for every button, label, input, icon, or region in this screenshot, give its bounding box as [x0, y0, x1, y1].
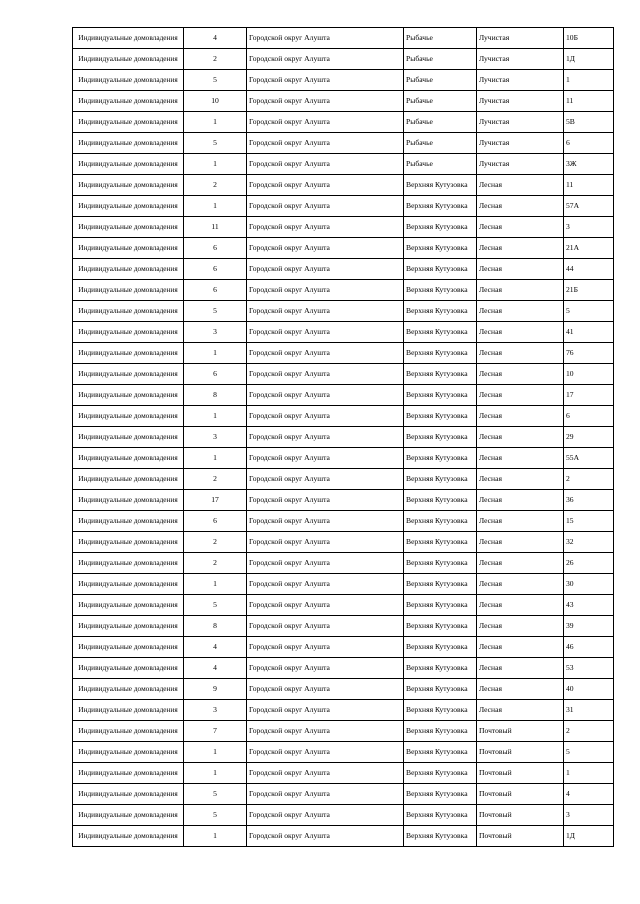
settlement-cell: Верхняя Кутузовка [404, 658, 477, 679]
table-row [73, 511, 614, 532]
settlement-cell: Рыбачье [404, 70, 477, 91]
street-cell: Почтовый [477, 784, 564, 805]
settlement-cell: Верхняя Кутузовка [404, 343, 477, 364]
settlement-cell: Верхняя Кутузовка [404, 490, 477, 511]
house-number-cell: 5В [564, 112, 614, 133]
house-number-cell: 15 [564, 511, 614, 532]
building-type-cell: Индивидуальные домовладения [73, 511, 184, 532]
municipality-cell: Городской округ Алушта [247, 532, 404, 553]
settlement-cell: Рыбачье [404, 28, 477, 49]
settlement-cell: Верхняя Кутузовка [404, 280, 477, 301]
street-cell: Лесная [477, 637, 564, 658]
house-number-cell: 57А [564, 196, 614, 217]
municipality-cell: Городской округ Алушта [247, 784, 404, 805]
house-number-cell: 6 [564, 133, 614, 154]
quantity-cell: 6 [184, 364, 247, 385]
building-type-cell: Индивидуальные домовладения [73, 154, 184, 175]
building-type-cell: Индивидуальные домовладения [73, 574, 184, 595]
settlement-cell: Верхняя Кутузовка [404, 553, 477, 574]
table-row [73, 301, 614, 322]
house-number-cell: 53 [564, 658, 614, 679]
settlement-cell: Верхняя Кутузовка [404, 826, 477, 847]
settlement-cell: Рыбачье [404, 91, 477, 112]
quantity-cell: 1 [184, 343, 247, 364]
municipality-cell: Городской округ Алушта [247, 49, 404, 70]
settlement-cell: Верхняя Кутузовка [404, 385, 477, 406]
house-number-cell: 26 [564, 553, 614, 574]
street-cell: Лучистая [477, 154, 564, 175]
quantity-cell: 1 [184, 763, 247, 784]
street-cell: Лесная [477, 532, 564, 553]
quantity-cell: 6 [184, 238, 247, 259]
street-cell: Почтовый [477, 742, 564, 763]
municipality-cell: Городской округ Алушта [247, 175, 404, 196]
building-type-cell: Индивидуальные домовладения [73, 112, 184, 133]
quantity-cell: 5 [184, 301, 247, 322]
settlement-cell: Верхняя Кутузовка [404, 259, 477, 280]
settlement-cell: Верхняя Кутузовка [404, 238, 477, 259]
settlement-cell: Верхняя Кутузовка [404, 196, 477, 217]
street-cell: Лесная [477, 616, 564, 637]
table-row [73, 91, 614, 112]
house-number-cell: 41 [564, 322, 614, 343]
quantity-cell: 3 [184, 322, 247, 343]
table-row [73, 700, 614, 721]
settlement-cell: Верхняя Кутузовка [404, 532, 477, 553]
house-number-cell: 11 [564, 175, 614, 196]
settlement-cell: Верхняя Кутузовка [404, 679, 477, 700]
street-cell: Лесная [477, 448, 564, 469]
municipality-cell: Городской округ Алушта [247, 343, 404, 364]
street-cell: Лесная [477, 406, 564, 427]
municipality-cell: Городской округ Алушта [247, 469, 404, 490]
building-type-cell: Индивидуальные домовладения [73, 721, 184, 742]
street-cell: Лесная [477, 280, 564, 301]
municipality-cell: Городской округ Алушта [247, 70, 404, 91]
street-cell: Лесная [477, 343, 564, 364]
building-type-cell: Индивидуальные домовладения [73, 301, 184, 322]
building-type-cell: Индивидуальные домовладения [73, 364, 184, 385]
building-type-cell: Индивидуальные домовладения [73, 196, 184, 217]
table-row [73, 343, 614, 364]
municipality-cell: Городской округ Алушта [247, 742, 404, 763]
house-number-cell: 2 [564, 469, 614, 490]
table-row [73, 154, 614, 175]
street-cell: Лучистая [477, 70, 564, 91]
municipality-cell: Городской округ Алушта [247, 133, 404, 154]
house-number-cell: 40 [564, 679, 614, 700]
house-number-cell: 36 [564, 490, 614, 511]
table-row [73, 406, 614, 427]
house-number-cell: 29 [564, 427, 614, 448]
building-type-cell: Индивидуальные домовладения [73, 490, 184, 511]
settlement-cell: Верхняя Кутузовка [404, 574, 477, 595]
street-cell: Лесная [477, 322, 564, 343]
building-type-cell: Индивидуальные домовладения [73, 322, 184, 343]
house-number-cell: 1Д [564, 826, 614, 847]
house-number-cell: 3 [564, 217, 614, 238]
table-row [73, 805, 614, 826]
table-row [73, 427, 614, 448]
table-row [73, 595, 614, 616]
quantity-cell: 2 [184, 175, 247, 196]
house-number-cell: 43 [564, 595, 614, 616]
building-type-cell: Индивидуальные домовладения [73, 238, 184, 259]
municipality-cell: Городской округ Алушта [247, 196, 404, 217]
settlement-cell: Верхняя Кутузовка [404, 469, 477, 490]
street-cell: Лесная [477, 574, 564, 595]
building-type-cell: Индивидуальные домовладения [73, 616, 184, 637]
settlement-cell: Верхняя Кутузовка [404, 763, 477, 784]
settlement-cell: Верхняя Кутузовка [404, 364, 477, 385]
municipality-cell: Городской округ Алушта [247, 616, 404, 637]
house-number-cell: 30 [564, 574, 614, 595]
municipality-cell: Городской округ Алушта [247, 28, 404, 49]
table-row [73, 679, 614, 700]
quantity-cell: 1 [184, 574, 247, 595]
quantity-cell: 1 [184, 826, 247, 847]
building-type-cell: Индивидуальные домовладения [73, 553, 184, 574]
municipality-cell: Городской округ Алушта [247, 763, 404, 784]
street-cell: Лесная [477, 301, 564, 322]
table-row [73, 784, 614, 805]
settlement-cell: Рыбачье [404, 112, 477, 133]
quantity-cell: 10 [184, 91, 247, 112]
table-row [73, 763, 614, 784]
quantity-cell: 3 [184, 427, 247, 448]
municipality-cell: Городской округ Алушта [247, 553, 404, 574]
settlement-cell: Верхняя Кутузовка [404, 301, 477, 322]
street-cell: Лесная [477, 238, 564, 259]
settlement-cell: Верхняя Кутузовка [404, 175, 477, 196]
building-type-cell: Индивидуальные домовладения [73, 385, 184, 406]
settlement-cell: Рыбачье [404, 154, 477, 175]
house-number-cell: 44 [564, 259, 614, 280]
table-row [73, 322, 614, 343]
table-row [73, 469, 614, 490]
building-type-cell: Индивидуальные домовладения [73, 448, 184, 469]
building-type-cell: Индивидуальные домовладения [73, 469, 184, 490]
house-number-cell: 3Ж [564, 154, 614, 175]
house-number-cell: 1Д [564, 49, 614, 70]
street-cell: Лесная [477, 553, 564, 574]
municipality-cell: Городской округ Алушта [247, 721, 404, 742]
table-row [73, 196, 614, 217]
table-row [73, 574, 614, 595]
house-number-cell: 11 [564, 91, 614, 112]
municipality-cell: Городской округ Алушта [247, 511, 404, 532]
building-type-cell: Индивидуальные домовладения [73, 49, 184, 70]
house-number-cell: 32 [564, 532, 614, 553]
table-row [73, 532, 614, 553]
table-row [73, 553, 614, 574]
table-row [73, 364, 614, 385]
street-cell: Лесная [477, 364, 564, 385]
settlement-cell: Верхняя Кутузовка [404, 721, 477, 742]
building-type-cell: Индивидуальные домовладения [73, 700, 184, 721]
table-row [73, 217, 614, 238]
house-number-cell: 4 [564, 784, 614, 805]
quantity-cell: 5 [184, 70, 247, 91]
street-cell: Лесная [477, 511, 564, 532]
settlement-cell: Рыбачье [404, 49, 477, 70]
quantity-cell: 8 [184, 385, 247, 406]
municipality-cell: Городской округ Алушта [247, 238, 404, 259]
settlement-cell: Верхняя Кутузовка [404, 742, 477, 763]
settlement-cell: Верхняя Кутузовка [404, 322, 477, 343]
quantity-cell: 1 [184, 196, 247, 217]
municipality-cell: Городской округ Алушта [247, 427, 404, 448]
municipality-cell: Городской округ Алушта [247, 658, 404, 679]
street-cell: Почтовый [477, 763, 564, 784]
municipality-cell: Городской округ Алушта [247, 826, 404, 847]
address-table [72, 27, 614, 847]
table-row [73, 826, 614, 847]
settlement-cell: Верхняя Кутузовка [404, 406, 477, 427]
street-cell: Лесная [477, 217, 564, 238]
street-cell: Лучистая [477, 28, 564, 49]
municipality-cell: Городской округ Алушта [247, 154, 404, 175]
settlement-cell: Верхняя Кутузовка [404, 217, 477, 238]
house-number-cell: 17 [564, 385, 614, 406]
quantity-cell: 9 [184, 679, 247, 700]
house-number-cell: 3 [564, 805, 614, 826]
table-row [73, 112, 614, 133]
table-row [73, 637, 614, 658]
building-type-cell: Индивидуальные домовладения [73, 826, 184, 847]
settlement-cell: Верхняя Кутузовка [404, 427, 477, 448]
building-type-cell: Индивидуальные домовладения [73, 70, 184, 91]
building-type-cell: Индивидуальные домовладения [73, 532, 184, 553]
quantity-cell: 1 [184, 154, 247, 175]
house-number-cell: 1 [564, 763, 614, 784]
table-row [73, 742, 614, 763]
quantity-cell: 1 [184, 406, 247, 427]
street-cell: Лучистая [477, 133, 564, 154]
street-cell: Лесная [477, 196, 564, 217]
building-type-cell: Индивидуальные домовладения [73, 91, 184, 112]
quantity-cell: 2 [184, 49, 247, 70]
settlement-cell: Верхняя Кутузовка [404, 637, 477, 658]
street-cell: Лучистая [477, 112, 564, 133]
quantity-cell: 6 [184, 280, 247, 301]
building-type-cell: Индивидуальные домовладения [73, 679, 184, 700]
municipality-cell: Городской округ Алушта [247, 91, 404, 112]
building-type-cell: Индивидуальные домовладения [73, 343, 184, 364]
street-cell: Лесная [477, 259, 564, 280]
municipality-cell: Городской округ Алушта [247, 448, 404, 469]
quantity-cell: 5 [184, 805, 247, 826]
house-number-cell: 76 [564, 343, 614, 364]
municipality-cell: Городской округ Алушта [247, 280, 404, 301]
municipality-cell: Городской округ Алушта [247, 259, 404, 280]
house-number-cell: 5 [564, 301, 614, 322]
municipality-cell: Городской округ Алушта [247, 364, 404, 385]
street-cell: Лесная [477, 469, 564, 490]
building-type-cell: Индивидуальные домовладения [73, 595, 184, 616]
settlement-cell: Рыбачье [404, 133, 477, 154]
building-type-cell: Индивидуальные домовладения [73, 805, 184, 826]
quantity-cell: 4 [184, 637, 247, 658]
quantity-cell: 2 [184, 553, 247, 574]
municipality-cell: Городской округ Алушта [247, 637, 404, 658]
quantity-cell: 8 [184, 616, 247, 637]
table-row [73, 490, 614, 511]
table-row [73, 385, 614, 406]
municipality-cell: Городской округ Алушта [247, 217, 404, 238]
street-cell: Лучистая [477, 91, 564, 112]
municipality-cell: Городской округ Алушта [247, 322, 404, 343]
municipality-cell: Городской округ Алушта [247, 574, 404, 595]
table-row [73, 658, 614, 679]
quantity-cell: 11 [184, 217, 247, 238]
building-type-cell: Индивидуальные домовладения [73, 784, 184, 805]
municipality-cell: Городской округ Алушта [247, 385, 404, 406]
quantity-cell: 17 [184, 490, 247, 511]
table-row [73, 448, 614, 469]
table-row [73, 238, 614, 259]
municipality-cell: Городской округ Алушта [247, 301, 404, 322]
house-number-cell: 55А [564, 448, 614, 469]
table-row [73, 49, 614, 70]
settlement-cell: Верхняя Кутузовка [404, 784, 477, 805]
street-cell: Лесная [477, 490, 564, 511]
settlement-cell: Верхняя Кутузовка [404, 805, 477, 826]
table-row [73, 280, 614, 301]
municipality-cell: Городской округ Алушта [247, 679, 404, 700]
building-type-cell: Индивидуальные домовладения [73, 280, 184, 301]
table-row [73, 28, 614, 49]
settlement-cell: Верхняя Кутузовка [404, 616, 477, 637]
building-type-cell: Индивидуальные домовладения [73, 637, 184, 658]
street-cell: Лесная [477, 679, 564, 700]
address-table-body [73, 28, 614, 847]
house-number-cell: 21Б [564, 280, 614, 301]
settlement-cell: Верхняя Кутузовка [404, 595, 477, 616]
quantity-cell: 2 [184, 532, 247, 553]
municipality-cell: Городской округ Алушта [247, 595, 404, 616]
street-cell: Лесная [477, 385, 564, 406]
municipality-cell: Городской округ Алушта [247, 490, 404, 511]
house-number-cell: 10 [564, 364, 614, 385]
municipality-cell: Городской округ Алушта [247, 406, 404, 427]
street-cell: Лесная [477, 427, 564, 448]
building-type-cell: Индивидуальные домовладения [73, 175, 184, 196]
building-type-cell: Индивидуальные домовладения [73, 763, 184, 784]
quantity-cell: 1 [184, 742, 247, 763]
municipality-cell: Городской округ Алушта [247, 700, 404, 721]
building-type-cell: Индивидуальные домовладения [73, 742, 184, 763]
table-row [73, 70, 614, 91]
table-row [73, 133, 614, 154]
street-cell: Почтовый [477, 826, 564, 847]
quantity-cell: 1 [184, 112, 247, 133]
settlement-cell: Верхняя Кутузовка [404, 511, 477, 532]
street-cell: Лесная [477, 658, 564, 679]
quantity-cell: 4 [184, 658, 247, 679]
table-row [73, 721, 614, 742]
settlement-cell: Верхняя Кутузовка [404, 700, 477, 721]
house-number-cell: 1 [564, 70, 614, 91]
building-type-cell: Индивидуальные домовладения [73, 406, 184, 427]
house-number-cell: 2 [564, 721, 614, 742]
house-number-cell: 5 [564, 742, 614, 763]
building-type-cell: Индивидуальные домовладения [73, 217, 184, 238]
municipality-cell: Городской округ Алушта [247, 112, 404, 133]
street-cell: Лучистая [477, 49, 564, 70]
building-type-cell: Индивидуальные домовладения [73, 28, 184, 49]
house-number-cell: 31 [564, 700, 614, 721]
quantity-cell: 2 [184, 469, 247, 490]
building-type-cell: Индивидуальные домовладения [73, 133, 184, 154]
quantity-cell: 7 [184, 721, 247, 742]
quantity-cell: 6 [184, 259, 247, 280]
municipality-cell: Городской округ Алушта [247, 805, 404, 826]
table-row [73, 259, 614, 280]
street-cell: Лесная [477, 175, 564, 196]
building-type-cell: Индивидуальные домовладения [73, 427, 184, 448]
street-cell: Почтовый [477, 805, 564, 826]
settlement-cell: Верхняя Кутузовка [404, 448, 477, 469]
quantity-cell: 6 [184, 511, 247, 532]
quantity-cell: 3 [184, 700, 247, 721]
quantity-cell: 5 [184, 784, 247, 805]
quantity-cell: 1 [184, 448, 247, 469]
street-cell: Почтовый [477, 721, 564, 742]
table-row [73, 616, 614, 637]
house-number-cell: 6 [564, 406, 614, 427]
house-number-cell: 46 [564, 637, 614, 658]
quantity-cell: 5 [184, 595, 247, 616]
table-row [73, 175, 614, 196]
house-number-cell: 39 [564, 616, 614, 637]
quantity-cell: 4 [184, 28, 247, 49]
street-cell: Лесная [477, 595, 564, 616]
quantity-cell: 5 [184, 133, 247, 154]
house-number-cell: 21А [564, 238, 614, 259]
building-type-cell: Индивидуальные домовладения [73, 658, 184, 679]
street-cell: Лесная [477, 700, 564, 721]
building-type-cell: Индивидуальные домовладения [73, 259, 184, 280]
house-number-cell: 10Б [564, 28, 614, 49]
